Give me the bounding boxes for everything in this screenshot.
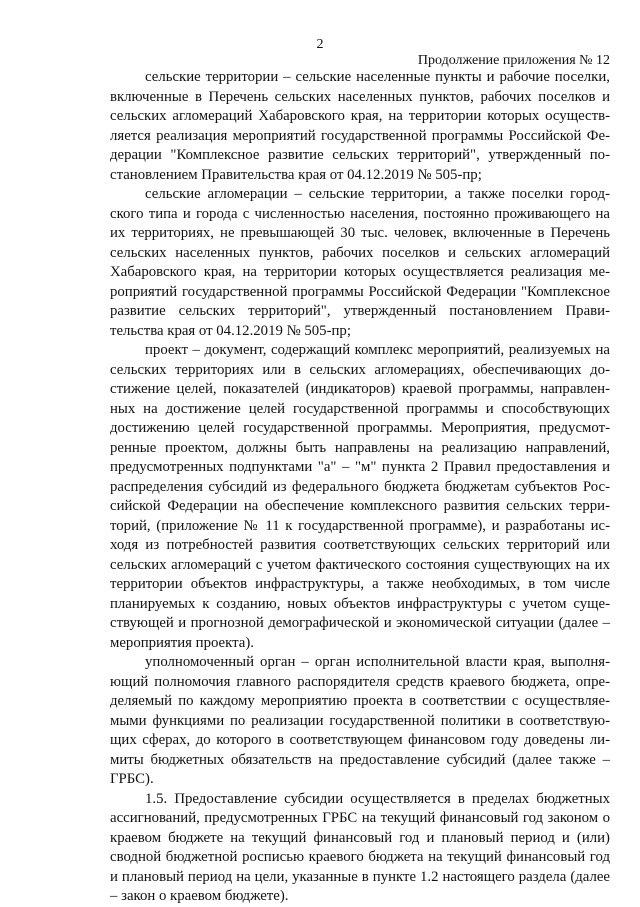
paragraph-rural-territories: сельские территории – сельские населенные пункты и рабочие поселки, включенные в Перечень сельских населенных пунктов, рабочих поселков и сельских агломераций Хабаровского края, на территории которых осуществляется реализация мероприятий государственной программы Российской Федерации "Комплексное развитие сельских территорий", утвержденный постановлением Правительства края от 04.12.2019 № 505-пр; xyxy=(110,69,610,183)
paragraph-rural-agglomerations: сельские агломерации – сельские территории, а также поселки городского типа и города с численностью населения, постоянно проживающего на их территориях, не превышающей 30 тыс. человек, включенные в Перечень сельских населенных пунктов, рабочих поселков и сельских агломераций Хабаровского края, на территории которых осуществляется реализация мероприятий государственной программы Российской Федерации "Комплексное развитие сельских территорий", утвержденный постановлением Правительства края от 04.12.2019 № 505-пр; xyxy=(110,186,610,339)
paragraph-section-1-5: 1.5. Предоставление субсидии осуществляется в пределах бюджетных ассигнований, предусмотренных ГРБС на текущий финансовый год законом о краевом бюджете на текущий финансовый год и плановый период и (или) сводной бюджетной росписью краевого бюджета на текущий финансовый год и плановый период на цели, указанные в пункте 1.2 настоящего раздела (далее – закон о краевом бюджете). xyxy=(110,790,610,904)
paragraph-authorized-body: уполномоченный орган – орган исполнительной власти края, выполняющий полномочия главного распорядителя средств краевого бюджета, определяемый по каждому мероприятию проекта в соответствии с осуществляемыми функциями по реализации государственной политики в соответствующих сферах, до которого в соответствующем финансовом году доведены лимиты бюджетных обязательств на предоставление субсидий (далее также – ГРБС). xyxy=(110,654,610,787)
page-number: 2 xyxy=(316,37,324,52)
document-body xyxy=(110,68,610,907)
paragraph-project-definition: проект – документ, содержащий комплекс мероприятий, реализуемых на сельских территориях или в сельских агломерациях, обеспечивающих достижение целей, показателей (индикаторов) краевой программы, направленных на достижение целей государственной программы и способствующих достижению целей государственной программы. Мероприятия, предусмотренные проектом, должны быть направлены на реализацию направлений, предусмотренных подпунктами "а" – "м" пункта 2 Правил предоставления и распределения субсидий из федерального бюджета бюджетам субъектов Российской Федерации на обеспечение комплексного развития сельских территорий, (приложение № 11 к государственной программе), и разработаны исходя из потребностей развития соответствующих сельских территорий или сельских агломераций с учетом фактического состояния существующих на их территории объектов инфраструктуры, а также необходимых, в том числе планируемых к созданию, новых объектов инфраструктуры с учетом существующей и прогнозной демографической и экономической ситуации (далее – мероприятия проекта). xyxy=(110,342,610,651)
appendix-continuation-note: Продолжение приложения № 12 xyxy=(417,53,610,68)
